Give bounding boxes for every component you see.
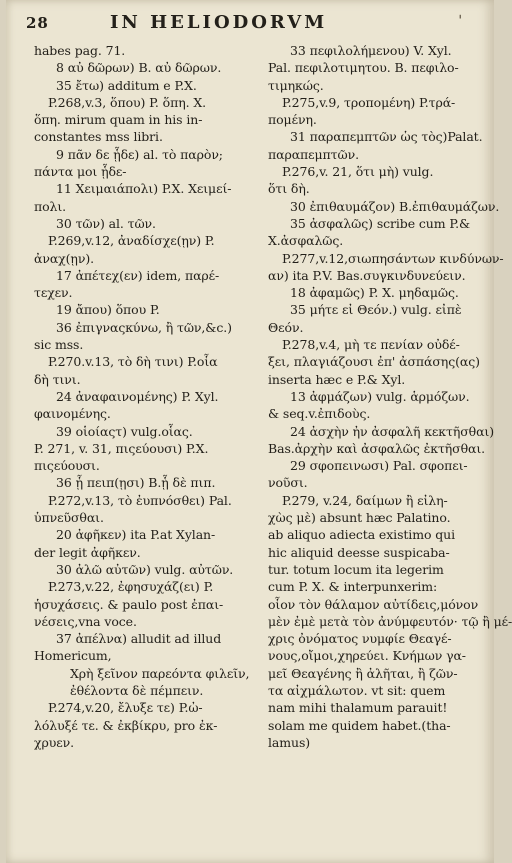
text-line: 19 ἄπου) ὅπου P. (56, 302, 160, 318)
text-line: 24 ἀναφαινομένης) P. Xyl. (56, 388, 219, 404)
text-line: inserta hæc e P.& Xyl. (268, 371, 406, 387)
text-line: ὅτι δὴ. (268, 181, 310, 197)
text-line: cum P. X. & interpunxerim: (268, 579, 438, 595)
text-line: P.276,v. 21, ὅτι μὴ) vulg. (282, 164, 434, 180)
text-line: P.272,v.13, τὸ ἐυπνόσθει) Pal. (48, 492, 232, 508)
text-line: nam mihi thalamum parauit! (268, 700, 448, 716)
right-column (268, 42, 512, 751)
text-line: 24 ἀσχὴν ἠν ἀσφαλῆ κεκτῆσθαι) (290, 423, 494, 439)
text-line: ἐθέλοντα δὲ πέμπειν. (70, 682, 204, 698)
text-line: 36 ἐπιγναςκύνω, ἢ τῶν,&c.) (56, 319, 232, 335)
text-line: μεῖ Θεαγένης ἢ ἀλῆται, ἢ ζῶν- (268, 665, 458, 681)
text-line: 29 σφοπεινωσι) Pal. σφοπει- (290, 458, 468, 474)
left-column (34, 42, 254, 751)
page-number: 28 (26, 14, 49, 32)
text-line: Pal. πεφιλοτιμητου. B. πεφιλο- (268, 60, 459, 76)
text-line: παραπεμπτῶν. (268, 146, 359, 162)
text-line: νους,οἴμοι,χηρεύει. Κνήμων γα- (268, 648, 466, 664)
text-line: δὴ τινι. (34, 371, 81, 387)
text-line: ab aliquo adiecta existimo qui (268, 527, 456, 543)
text-line: τιμηκώς. (268, 77, 324, 93)
text-line: ἡσυχάσεις. & paulo post ἐπαι- (34, 596, 224, 612)
text-line: λόλυξέ τε. & ἐκβίκρυ, pro ἐκ- (34, 717, 218, 733)
book-page (6, 0, 512, 863)
text-line: X.ἀσφαλῶς. (268, 233, 344, 249)
text-line: P.275,v.9, τροπομένη) P.τρά- (282, 94, 456, 110)
text-line: 35 ἀσφαλῶς) scribe cum P.& (290, 215, 471, 231)
corner-mark-icon: ˈ (458, 12, 463, 31)
text-line: 37 ἀπέλνα) alludit ad illud (56, 631, 222, 647)
text-line: sic mss. (34, 337, 84, 353)
text-line: tur. totum locum ita legerim (268, 561, 444, 577)
text-line: 18 ἀφαμῶς) P. X. μηδαμῶς. (290, 285, 459, 301)
text-line: ξει, πλαγιάζουσι ἐπ' ἀσπάσης(ας) (268, 354, 480, 370)
text-line: der legit ἀφῆκεν. (34, 544, 141, 560)
text-line: 30 τῶν) al. τῶν. (56, 215, 156, 231)
text-line: χρυεν. (34, 734, 74, 750)
text-line: 20 ἀφῆκεν) ita P.at Xylan- (56, 527, 216, 543)
text-line: Χρὴ ξεῖνον παρεόντα φιλεῖν, (70, 665, 250, 681)
page-header (6, 12, 494, 38)
text-line: 35 ἔτω) additum e P.X. (56, 77, 197, 93)
text-line: 11 Χειμαιάπολι) P.X. Χειμεί- (56, 181, 232, 197)
text-line: οἷον τὸν θάλαμον αὐτίδεις,μόνον (268, 596, 479, 612)
text-line: πομένη. (268, 112, 317, 128)
text-line: νέσεις,vna voce. (34, 613, 137, 629)
text-line: ἀναχ(ῃν). (34, 250, 94, 266)
text-line: 13 ἀφμάζων) vulg. ἁρμόζων. (290, 388, 470, 404)
text-line: P.273,v.22, ἐφησυχάζ(ει) P. (48, 579, 214, 595)
text-line: hic aliquid deesse suspicaba- (268, 544, 450, 560)
text-line: Θεόν. (268, 319, 304, 335)
running-title: IN HELIODORVM (110, 12, 328, 33)
text-line: μὲν ἐμὲ μετὰ τὸν ἀνύμφευτόν· τῷ ἢ μέ- (268, 613, 512, 629)
text-line: 9 πᾶν δε ᾗδε) al. τὸ παρὸν; (56, 146, 223, 162)
text-line: Bas.ἀρχὴν καὶ ἀσφαλῶς ἐκτῆσθαι. (268, 440, 486, 456)
text-line: P.268,v.3, ὅπου) P. ὅπη. X. (48, 94, 207, 110)
text-line: νοῦσι. (268, 475, 308, 491)
text-line: 36 ᾗ πειπ(ῃσι) B.ᾗ δὲ πιπ. (56, 475, 216, 491)
text-line: P.278,v.4, μὴ τε πενίαν οὐδέ- (282, 337, 460, 353)
text-line: χρις ὀνόματος νυμφίε Θεαγέ- (268, 631, 452, 647)
text-line: 17 ἀπέτεχ(εν) idem, παρέ- (56, 267, 220, 283)
text-line: ὑπνεῦσθαι. (34, 510, 104, 526)
text-line: solam me quidem habet.(tha- (268, 717, 451, 733)
text-line: 33 πεφιλολήμενου) V. Xyl. (290, 43, 452, 58)
text-line: αν) ita P.V. Bas.συγκινδυνεύειν. (268, 267, 466, 283)
text-line: 39 οἱοίαςτ) vulg.οἷας. (56, 423, 193, 439)
text-line: P.274,v.20, ἔλυξε τε) P.ὠ- (48, 700, 203, 716)
text-line: χὼς μὲ) absunt hæc Palatino. (268, 510, 451, 526)
text-line: Homericum, (34, 648, 112, 664)
text-line: ὅπη. mirum quam in his in- (34, 112, 203, 128)
text-line: P. 271, v. 31, πιςεύουσι) P.X. (34, 440, 209, 456)
text-line: P.277,v.12,σιωπησάντων κινδύνων- (282, 250, 504, 266)
text-line: τεχεν. (34, 285, 73, 301)
text-line: habes pag. 71. (34, 43, 126, 58)
text-line: P.279, v.24, δαίμων ἢ εἰλη- (282, 492, 448, 508)
text-line: 30 ἀλῶ αὐτῶν) vulg. αὐτῶν. (56, 561, 234, 577)
text-line: 8 αὐ δῶρων) B. αὐ δῶρων. (56, 60, 222, 76)
text-line: 30 ἐπιθαυμάζον) B.ἐπιθαυμάζων. (290, 198, 500, 214)
text-line: 35 μήτε εἰ Θεόν.) vulg. εἰπὲ (290, 302, 462, 318)
text-line: τα αἰχμάλωτον. vt sit: quem (268, 682, 446, 698)
text-line: 31 παραπεμπτῶν ὡς τὸς)Palat. (290, 129, 483, 145)
text-line: P.270.v.13, τὸ δὴ τινι) P.οἷα (48, 354, 218, 370)
text-line: πάντα μοι ᾗδε- (34, 164, 127, 180)
text-line: φαινομένης. (34, 406, 111, 422)
text-line: πιςεύουσι. (34, 458, 100, 474)
text-line: πολι. (34, 198, 67, 214)
text-line: P.269,v.12, ἀναδίσχε(ῃν) P. (48, 233, 215, 249)
text-line: & seq.v.ἐπιδοὺς. (268, 406, 371, 422)
text-line: constantes mss libri. (34, 129, 163, 145)
text-line: lamus) (268, 734, 311, 750)
